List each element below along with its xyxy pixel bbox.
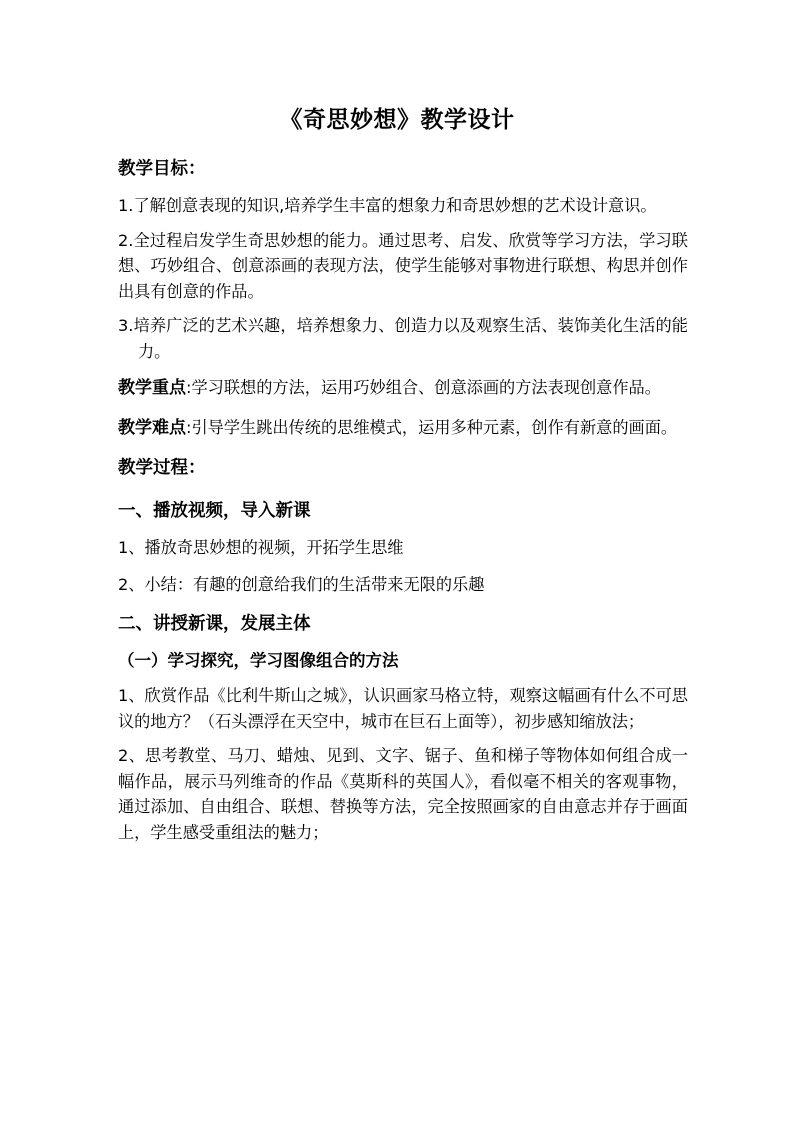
teaching-difficulty-text: :引导学生跳出传统的思维模式，运用多种元素，创作有新意的画面。 <box>186 417 678 437</box>
subsection-1-item-1: 1、欣赏作品《比利牛斯山之城》，认识画家马格立特，观察这幅画有什么不可思议的地方？（石头漂浮在天空中，城市在巨石上面等），初步感知缩放法； <box>118 686 688 731</box>
teaching-key-text: :学习联想的方法，运用巧妙组合、创意添画的方法表现创意作品。 <box>186 378 661 397</box>
document-title: 《奇思妙想》教学设计 <box>279 107 515 133</box>
teaching-key-label: 教学重点 <box>118 378 186 398</box>
teaching-difficulty-label: 教学难点 <box>118 417 186 438</box>
teaching-key-paragraph <box>118 375 688 402</box>
goal-item-3: 3.培养广泛的艺术兴趣，培养想象力、创造力以及观察生活、装饰美化生活的能力。 <box>118 316 688 361</box>
section-1-item-2: 2、小结：有趣的创意给我们的生活带来无限的乐趣 <box>118 574 485 594</box>
process-heading: 教学过程： <box>118 458 206 478</box>
goal-item-1: 1.了解创意表现的知识,培养学生丰富的想象力和奇思妙想的艺术设计意识。 <box>118 196 657 215</box>
subsection-1-heading: （一）学习探究，学习图像组合的方法 <box>118 651 399 670</box>
section-2-heading: 二、讲授新课，发展主体 <box>118 614 311 634</box>
goal-item-2: 2.全过程启发学生奇思妙想的能力。通过思考、启发、欣赏等学习方法，学习联想、巧妙组合、创意添画的表现方法，使学生能够对事物进行联想、构思并创作出具有创意的作品。 <box>118 230 688 301</box>
document-body <box>118 154 688 845</box>
goals-heading: 教学目标： <box>118 159 206 179</box>
subsection-1-item-2: 2、思考教堂、马刀、蜡烛、见到、文字、锯子、鱼和梯子等物体如何组合成一幅作品，展示马列维奇的作品《莫斯科的英国人》，看似毫不相关的客观事物，通过添加、自由组合、联想、替换等方法，完全按照画家的自由意志并存于画面上，学生感受重组法的魅力； <box>118 746 688 842</box>
section-1-heading: 一、播放视频，导入新课 <box>118 501 311 521</box>
teaching-difficulty-paragraph <box>118 415 688 442</box>
section-1-item-1: 1、播放奇思妙想的视频，开拓学生思维 <box>118 538 404 557</box>
